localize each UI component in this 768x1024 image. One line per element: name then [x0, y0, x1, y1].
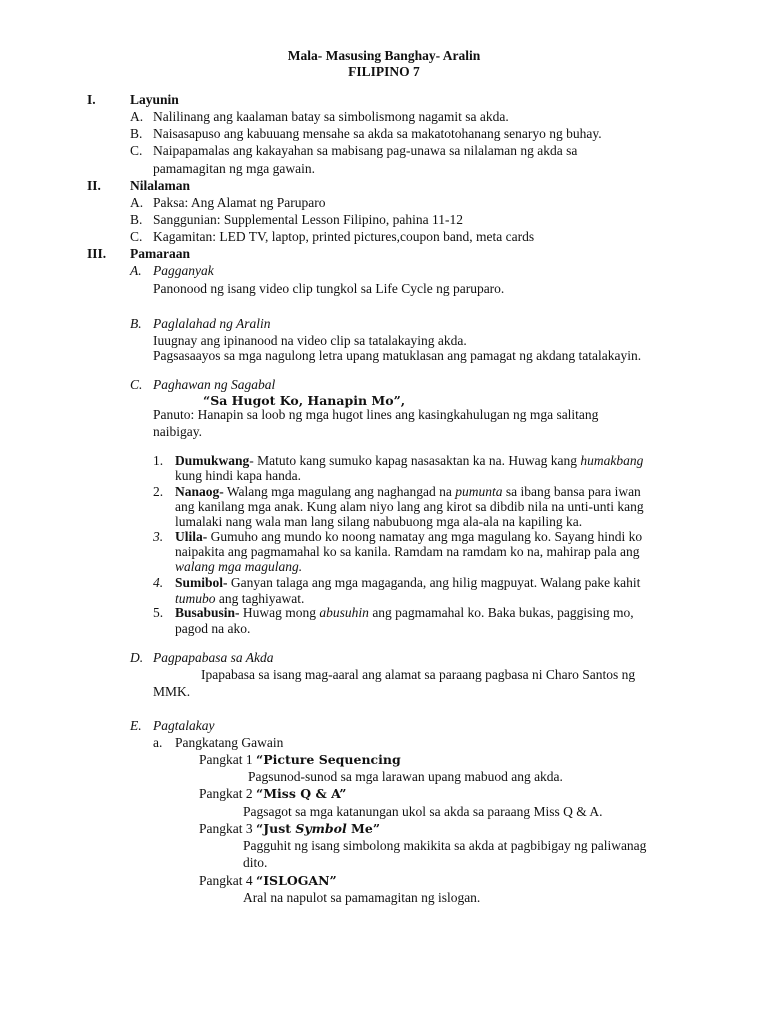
subsection-title-pagtalakay: Pagtalakay: [153, 718, 215, 733]
hugot-line-continuation: ang kanilang mga anak. Kung alam niyo lang ang kirot sa dibdib nila na unti-unti kang: [175, 499, 644, 514]
list-item: Pangkatang Gawain: [175, 735, 284, 750]
list-item: Naisasapuso ang kabuuang mensahe sa akda sa makatotohanang senaryo ng buhay.: [153, 126, 602, 141]
section-title-pamaraan: Pamaraan: [130, 246, 190, 261]
section-number: I.: [87, 92, 96, 107]
subsection-title-paghawan: Paghawan ng Sagabal: [153, 377, 276, 392]
hugot-line: Nanaog- Walang mga magulang ang naghangad na pumunta sa ibang bansa para iwan: [175, 484, 641, 499]
group-description: Pagguhit ng isang simbolong makikita sa akda at pagbibigay ng paliwanag: [243, 838, 647, 853]
vocab-word: Dumukwang: [175, 453, 250, 468]
group-title: Pangkat 1 “Picture Sequencing: [199, 752, 401, 767]
item-number: 4.: [153, 575, 164, 590]
paragraph: Pagsasaayos sa mga nagulong letra upang matuklasan ang pamagat ng akdang tatalakayin.: [153, 348, 642, 363]
hugot-line-continuation: pagod na ako.: [175, 621, 251, 636]
hugot-line-continuation: naipakita ang pagmamahal ko sa kanila. Ramdam na ramdam ko na, mahirap pala ang: [175, 544, 640, 559]
hugot-line-continuation: tumubo ang taghiyawat.: [175, 591, 305, 606]
hugot-line: Dumukwang- Matuto kang sumuko kapag nasasaktan ka na. Huwag kang humakbang: [175, 453, 644, 468]
subsection-letter: B.: [130, 316, 142, 331]
vocab-word: Nanaog-: [175, 484, 224, 499]
vocab-word: Sumibol-: [175, 575, 228, 590]
group-description: Aral na napulot sa pamamagitan ng islogan.: [243, 890, 481, 905]
subsection-title-pagpapabasa: Pagpapabasa sa Akda: [153, 650, 274, 665]
paragraph: MMK.: [153, 684, 191, 699]
subsection-letter: A.: [130, 263, 142, 278]
paragraph: Iuugnay ang ipinanood na video clip sa tatalakaying akda.: [153, 333, 467, 348]
activity-title: “Sa Hugot Ko, Hanapin Mo”,: [203, 393, 406, 408]
hugot-line-continuation: walang mga magulang.: [175, 559, 303, 574]
list-letter: B.: [130, 126, 143, 141]
list-letter: a.: [153, 735, 163, 750]
list-item: Kagamitan: LED TV, laptop, printed pictures,coupon band, meta cards: [153, 229, 535, 244]
subsection-letter: D.: [130, 650, 144, 665]
list-item: Nalilinang ang kaalaman batay sa simbolismong nagamit sa akda.: [153, 109, 509, 124]
hugot-line: Busabusin- Huwag mong abusuhin ang pagmamahal ko. Baka bukas, paggising mo,: [175, 605, 634, 620]
group-title: Pangkat 3 “Just Symbol Me”: [199, 821, 381, 836]
list-letter: A.: [130, 109, 144, 124]
group-description: Pagsunod-sunod sa mga larawan upang mabuod ang akda.: [248, 769, 563, 784]
section-title-nilalaman: Nilalaman: [130, 178, 191, 193]
section-number: III.: [87, 246, 107, 261]
document-title: Mala- Masusing Banghay- Aralin: [287, 48, 481, 63]
item-number: 1.: [153, 453, 164, 468]
hugot-line: Ulila- Gumuho ang mundo ko noong namatay ang mga magulang ko. Sayang hindi ko: [175, 529, 643, 544]
group-title: Pangkat 4 “ISLOGAN”: [199, 873, 337, 888]
paragraph: Panonood ng isang video clip tungkol sa Life Cycle ng paruparo.: [153, 281, 505, 296]
hugot-line-continuation: lumalaki nang wala man lang silang nabubuong mga ala-ala na kapiling ka.: [175, 514, 583, 529]
item-number: 2.: [153, 484, 164, 499]
group-title: Pangkat 2 “Miss Q & A”: [199, 786, 347, 801]
subsection-letter: C.: [130, 377, 143, 392]
section-number: II.: [87, 178, 101, 193]
vocab-word: Busabusin-: [175, 605, 240, 620]
document-subtitle: FILIPINO 7: [348, 64, 420, 79]
group-description-continuation: dito.: [243, 855, 268, 870]
item-number: 5.: [153, 605, 164, 620]
list-letter: B.: [130, 212, 143, 227]
list-item: Sanggunian: Supplemental Lesson Filipino, pahina 11-12: [153, 212, 463, 227]
instruction-text: naibigay.: [153, 424, 202, 439]
hugot-line: Sumibol- Ganyan talaga ang mga magaganda, ang hilig magpuyat. Walang pake kahit: [175, 575, 641, 590]
list-item-continuation: pamamagitan ng mga gawain.: [153, 161, 315, 176]
vocab-word: Ulila-: [175, 529, 208, 544]
subsection-letter: E.: [130, 718, 142, 733]
list-letter: C.: [130, 229, 143, 244]
instruction-text: Panuto: Hanapin sa loob ng mga hugot lines ang kasingkahulugan ng mga salitang: [153, 407, 599, 422]
list-letter: A.: [130, 195, 144, 210]
list-letter: C.: [130, 143, 143, 158]
subsection-title-paglalahad: Paglalahad ng Aralin: [153, 316, 271, 331]
list-item: Naipapamalas ang kakayahan sa mabisang pag-unawa sa nilalaman ng akda sa: [153, 143, 578, 158]
item-number: 3.: [153, 529, 164, 544]
group-description: Pagsagot sa mga katanungan ukol sa akda sa paraang Miss Q & A.: [243, 804, 603, 819]
paragraph: Ipapabasa sa isang mag-aaral ang alamat sa paraang pagbasa ni Charo Santos ng: [201, 667, 636, 682]
list-item: Paksa: Ang Alamat ng Paruparo: [153, 195, 326, 210]
subsection-title-pagganyak: Pagganyak: [153, 263, 214, 278]
hugot-line-continuation: kung hindi kapa handa.: [175, 468, 301, 483]
section-title-layunin: Layunin: [130, 92, 179, 107]
